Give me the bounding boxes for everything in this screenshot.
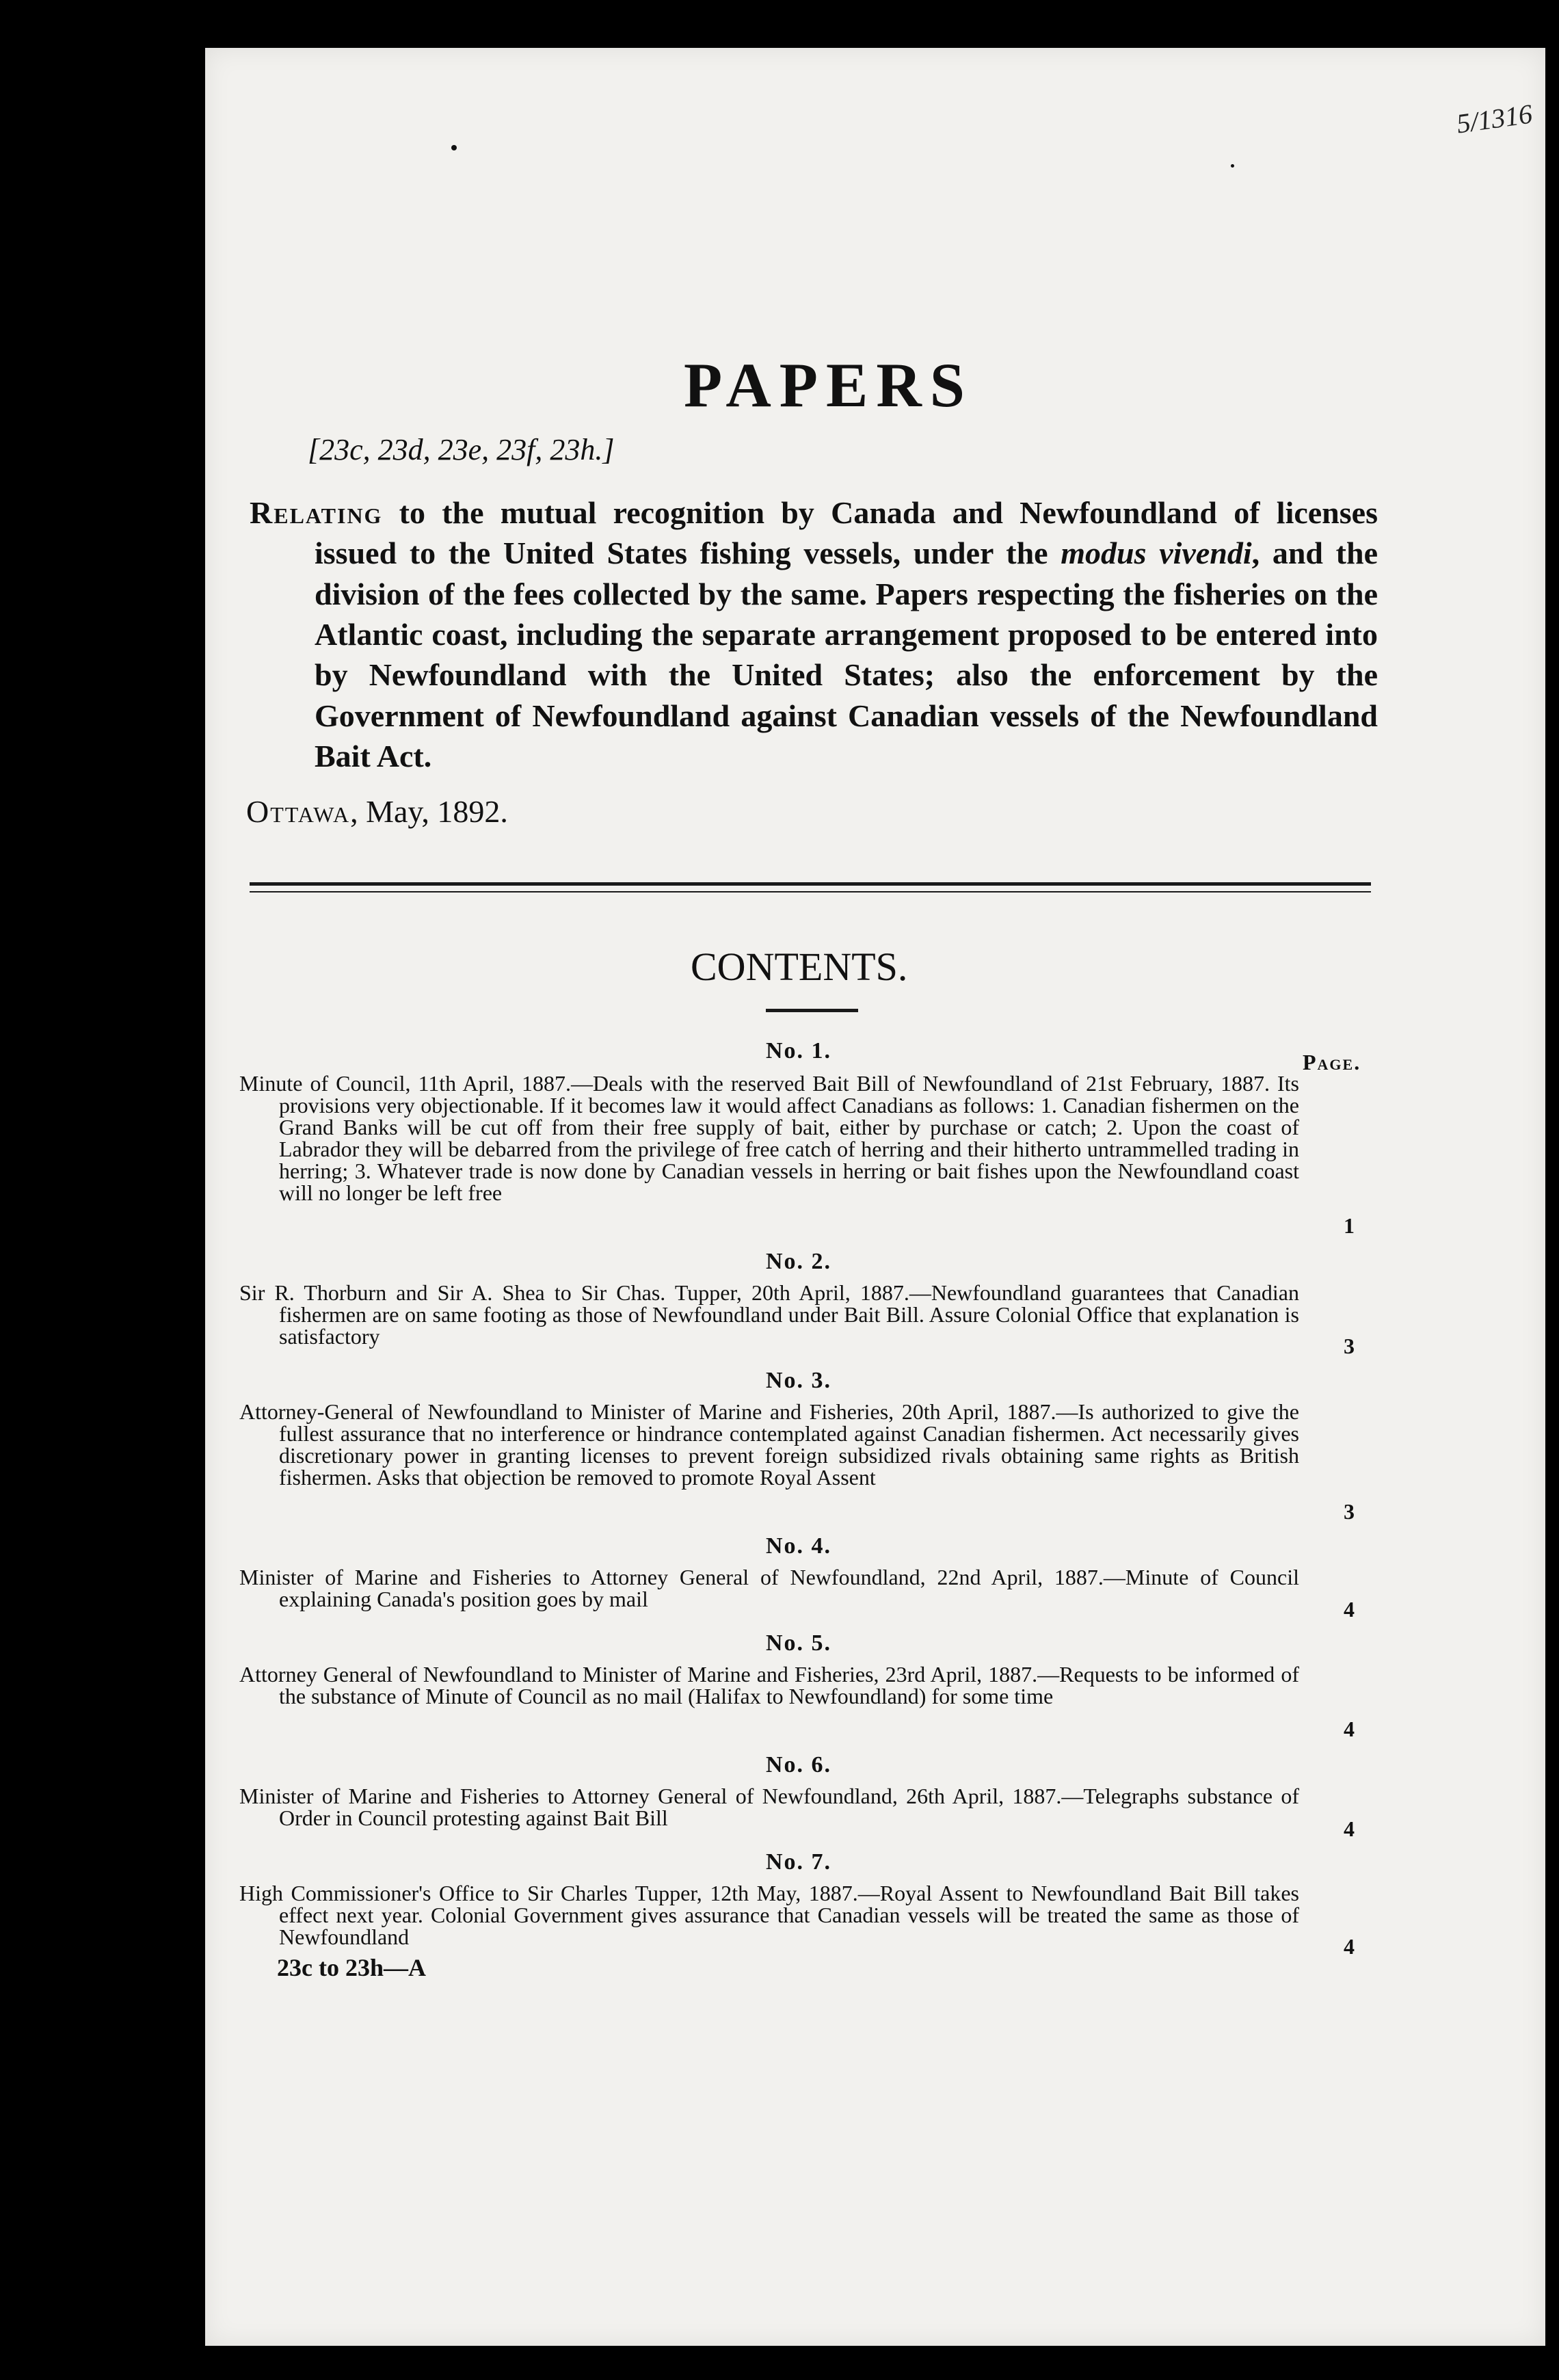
catalog-mark: 5/1316 [1454, 98, 1534, 140]
entry-number: No. 7. [766, 1849, 832, 1875]
divider-thick [250, 882, 1371, 886]
entry-number: No. 1. [766, 1038, 832, 1063]
page-column-heading: Page. [1303, 1050, 1361, 1074]
entry-number: No. 2. [766, 1249, 832, 1274]
entry-page: 4 [1344, 1816, 1355, 1841]
entry-text: High Commissioner's Office to Sir Charles Tupper, 12th May, 1887.—Royal Assent to Newfoundland Bait Bill takes effect next year. Colonial Government gives assurance that Canadian vessels will be treated the same as those of Newfoundland [239, 1881, 1299, 1949]
description-text-rest: , and the division of the fees collected by the same. Papers respecting the fisheries on the Atlantic coast, including the separate arrangement proposed to be entered into by Newfoundland with the United States; also the enforcement by the Government of Newfoundland against Canadian vessels of the Newfoundland Bait Act. [315, 536, 1378, 774]
entry-text: Minister of Marine and Fisheries to Attorney General of Newfoundland, 26th April, 1887.—Telegraphs substance of Order in Council protesting against Bait Bill [239, 1784, 1299, 1830]
entry-page: 1 [1344, 1213, 1355, 1238]
place-city: Ottawa [246, 794, 351, 829]
contents-rule [766, 1009, 858, 1012]
entry-page: 3 [1344, 1499, 1355, 1524]
place-date [246, 793, 508, 830]
entry-text: Attorney General of Newfoundland to Minister of Marine and Fisheries, 23rd April, 1887.—Requests to be informed of the substance of Minute of Council as no mail (Halifax to Newfoundland) for some time [239, 1662, 1299, 1708]
entry-page: 4 [1344, 1934, 1355, 1959]
entry-page: 3 [1344, 1334, 1355, 1358]
entry-page: 4 [1344, 1597, 1355, 1622]
entry-text: Minute of Council, 11th April, 1887.—Deals with the reserved Bait Bill of Newfoundland of 21st February, 1887. Its provisions very objectionable. If it becomes law it would affect Canadians as follows: 1. Canadian fishermen on the Grand Banks will be cut off from their free supply of bait, either by purchase or catch; 2. Upon the coast of Labrador they will be debarred from the privilege of free catch of herring and their hitherto untrammelled trading in herring; 3. Whatever trade is now done by Canadian vessels in herring or bait fishes upon the Newfoundland coast will no longer be left free [239, 1071, 1299, 1205]
entry-text: Sir R. Thorburn and Sir A. Shea to Sir Chas. Tupper, 20th April, 1887.—Newfoundland guarantees that Canadian fishermen are on same footing as those of Newfoundland under Bait Bill. Assure Colonial Office that explanation is satisfactory [239, 1280, 1299, 1349]
description [250, 492, 1378, 776]
entry-page: 4 [1344, 1717, 1355, 1741]
description-text: to the mutual recognition by Canada and Newfoundland of licenses issued to the United States fishing vessels, under the [315, 495, 1378, 571]
entry-text: Minister of Marine and Fisheries to Attorney General of Newfoundland, 22nd April, 1887.—Minute of Council explaining Canada's position goes by mail [239, 1565, 1299, 1611]
entry-text: Attorney-General of Newfoundland to Minister of Marine and Fisheries, 20th April, 1887.—Is authorized to give the fullest assurance that no interference or hindrance contemplated against Canadian fishermen. Act necessarily gives discretionary power in granting licenses to prevent foreign subsidized rivals obtaining same rights as British fishermen. Asks that objection be removed to promote Royal Assent [239, 1399, 1299, 1490]
entry-number: No. 6. [766, 1752, 832, 1777]
entry-number: No. 5. [766, 1630, 832, 1656]
series-numbers: [23c, 23d, 23e, 23f, 23h.] [308, 433, 615, 466]
description-italic: modus vivendi [1061, 536, 1252, 571]
entry-number: No. 3. [766, 1368, 832, 1393]
description-lead: Relating [250, 495, 383, 530]
document-title: PAPERS [684, 350, 973, 420]
speck [1231, 164, 1234, 168]
place-date-text: , May, 1892. [350, 794, 508, 829]
signature-mark: 23c to 23h—A [277, 1954, 426, 1981]
divider-thin [250, 891, 1371, 892]
speck [451, 145, 457, 150]
contents-heading: CONTENTS. [691, 944, 908, 989]
entry-number: No. 4. [766, 1533, 832, 1559]
